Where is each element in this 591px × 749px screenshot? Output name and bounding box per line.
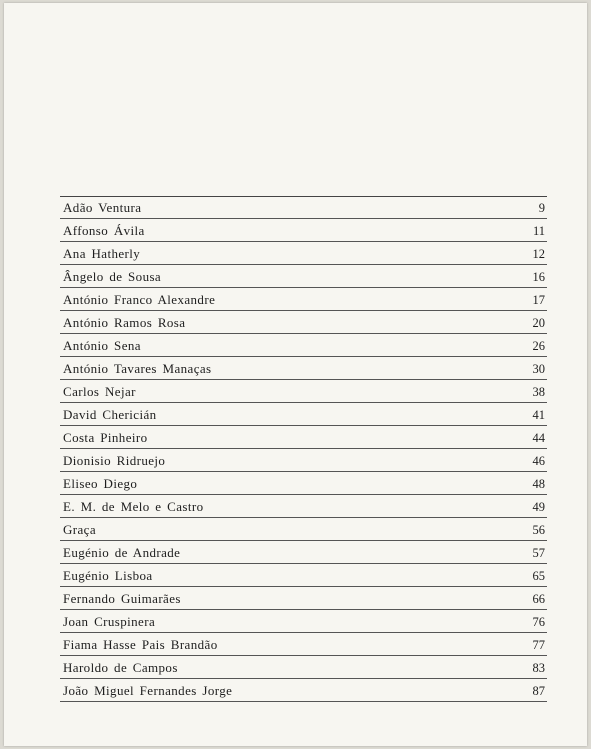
toc-entry-name: Graça [63, 522, 97, 537]
toc-entry [60, 289, 547, 311]
toc-entry-page-number: 20 [532, 316, 545, 330]
toc-entry-name: António Ramos Rosa [63, 315, 186, 330]
toc-entry-page-number: 26 [532, 339, 545, 353]
toc-entry [60, 473, 547, 495]
toc-entry-page-number: 83 [532, 661, 545, 675]
toc-entry [60, 542, 547, 564]
toc-entry [60, 243, 547, 265]
toc-entry-page-number: 9 [538, 201, 545, 215]
toc-entry-page-number: 16 [532, 270, 545, 284]
toc-entry [60, 611, 547, 633]
toc-entry-page-number: 57 [532, 546, 545, 560]
toc-entry-page-number: 49 [532, 500, 545, 514]
toc-entry [60, 565, 547, 587]
toc-entry-name: Carlos Nejar [63, 384, 136, 399]
toc-entry-name: Fiama Hasse Pais Brandão [63, 637, 218, 652]
toc-entry [60, 680, 547, 702]
toc-entry-name: Eugénio Lisboa [63, 568, 153, 583]
toc-entry-name: João Miguel Fernandes Jorge [63, 683, 233, 698]
toc-entry-page-number: 66 [532, 592, 545, 606]
toc-entry-page-number: 38 [532, 385, 545, 399]
toc-entry [60, 220, 547, 242]
toc-entry-name: António Tavares Manaças [63, 361, 212, 376]
toc-entry [60, 519, 547, 541]
toc-entry-name: Eugénio de Andrade [63, 545, 181, 560]
toc-entry-name: Joan Cruspinera [63, 614, 156, 629]
toc-entry [60, 335, 547, 357]
toc-entry-page-number: 56 [532, 523, 545, 537]
toc-entry [60, 266, 547, 288]
toc-entry-page-number: 48 [532, 477, 545, 491]
toc-entry-name: António Franco Alexandre [63, 292, 216, 307]
toc-entry [60, 657, 547, 679]
toc-entry [60, 634, 547, 656]
toc-entry [60, 358, 547, 380]
toc-entry [60, 450, 547, 472]
toc-entry-page-number: 46 [532, 454, 545, 468]
toc-entry [60, 496, 547, 518]
toc-entry-page-number: 17 [532, 293, 545, 307]
toc-entry-name: Dionisio Ridruejo [63, 453, 166, 468]
toc-entry-name: Fernando Guimarães [63, 591, 181, 606]
toc-entry-page-number: 77 [532, 638, 545, 652]
toc-entry-name: Affonso Ávila [63, 223, 145, 238]
toc-entry-name: Haroldo de Campos [63, 660, 178, 675]
toc-entry-name: Ângelo de Sousa [63, 269, 162, 284]
toc-entry-name: Costa Pinheiro [63, 430, 148, 445]
toc-entry-page-number: 44 [532, 431, 545, 445]
toc-entry [60, 312, 547, 334]
toc-entry-page-number: 11 [532, 224, 545, 238]
toc-entry [60, 404, 547, 426]
toc-entry [60, 427, 547, 449]
toc-entry-name: Eliseo Diego [63, 476, 138, 491]
toc-entry-page-number: 65 [532, 569, 545, 583]
toc-entry-page-number: 87 [532, 684, 545, 698]
toc-entry-name: David Chericián [63, 407, 157, 422]
toc-entry [60, 197, 547, 219]
toc-entry-name: António Sena [63, 338, 141, 353]
toc-entry-page-number: 41 [532, 408, 545, 422]
toc-entry-page-number: 12 [532, 247, 545, 261]
toc-entry [60, 381, 547, 403]
toc-entry-page-number: 30 [532, 362, 545, 376]
toc-entry [60, 588, 547, 610]
table-of-contents [60, 196, 547, 703]
toc-entry-page-number: 76 [532, 615, 545, 629]
toc-entry-name: Adão Ventura [63, 200, 142, 215]
toc-entry-name: E. M. de Melo e Castro [63, 499, 204, 514]
document-page [4, 3, 587, 746]
toc-entry-name: Ana Hatherly [63, 246, 141, 261]
